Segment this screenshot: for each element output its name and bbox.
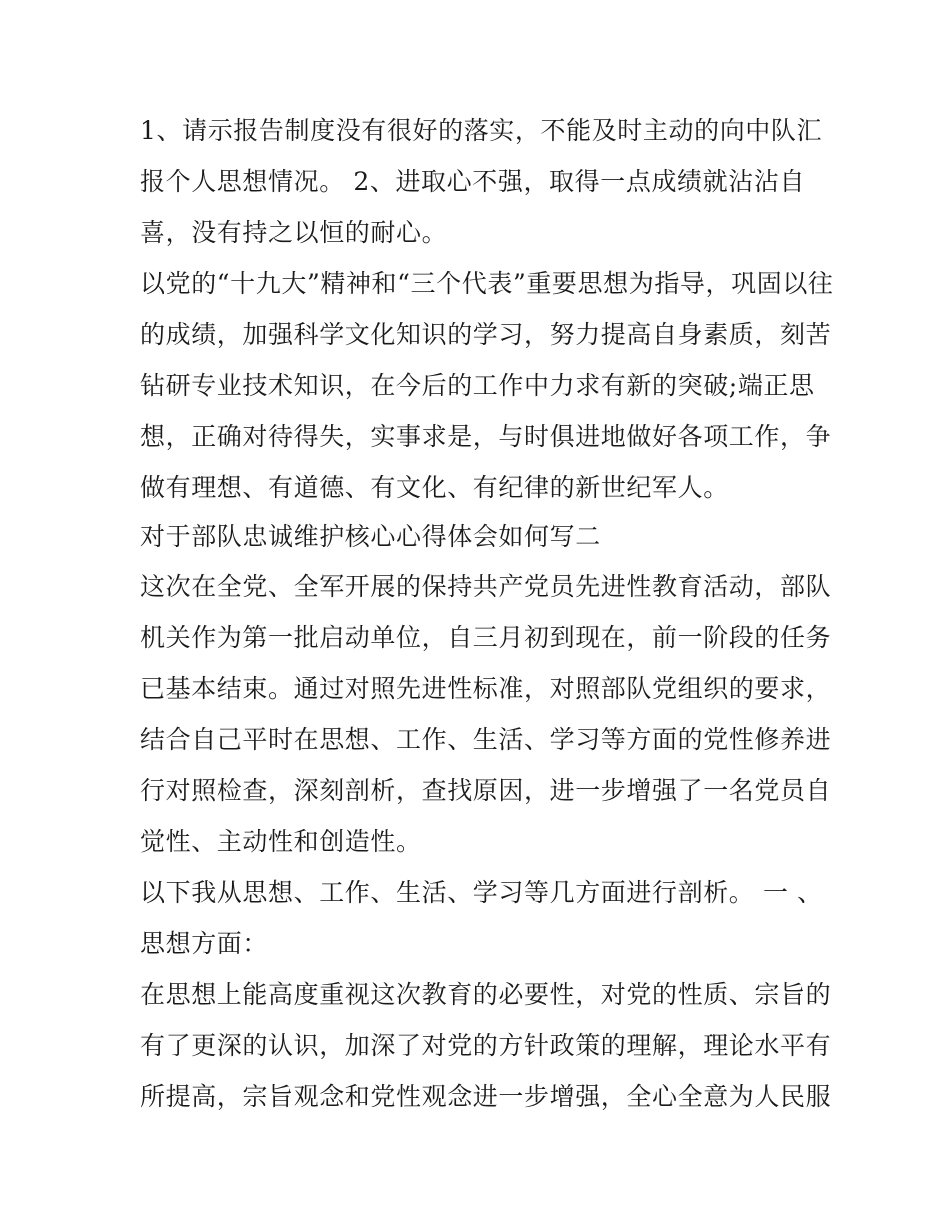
text-line: 机关作为第一批启动单位，自三月初到现在，前一阶段的任务 <box>140 623 832 652</box>
text-line: 喜，没有持之以恒的耐心。 <box>140 218 448 247</box>
text-line: 钻研专业技术知识，在今后的工作中力求有新的突破;端正思 <box>140 371 815 400</box>
text-line: 所提高，宗旨观念和党性观念进一步增强，全心全意为人民服 <box>140 1082 832 1111</box>
text-line: 行对照检查，深刻剖析，查找原因，进一步增强了一名党员自 <box>140 776 832 805</box>
section-heading: 对于部队忠诚维护核心心得体会如何写二 <box>140 522 601 551</box>
text-line: 想，正确对待得失，实事求是，与时俱进地做好各项工作，争 <box>140 422 832 451</box>
text-line: 这次在全党、全军开展的保持共产党员先进性教育活动，部队 <box>140 572 832 601</box>
text-line: 在思想上能高度重视这次教育的必要性，对党的性质、宗旨的 <box>140 980 832 1009</box>
text-line: 1、请示报告制度没有很好的落实，不能及时主动的向中队汇 <box>140 116 823 145</box>
text-line: 觉性、主动性和创造性。 <box>140 827 422 856</box>
text-line: 以党的“十九大”精神和“三个代表”重要思想为指导，巩固以往 <box>140 269 834 298</box>
text-line: 做有理想、有道德、有文化、有纪律的新世纪军人。 <box>140 473 729 502</box>
text-line: 思想方面： <box>140 929 269 958</box>
text-line: 以下我从思想、工作、生活、学习等几方面进行剖析。 一 、 <box>140 878 823 907</box>
text-line: 已基本结束。通过对照先进性标准，对照部队党组织的要求， <box>140 674 832 703</box>
text-line: 的成绩，加强科学文化知识的学习，努力提高自身素质，刻苦 <box>140 320 832 349</box>
text-line: 报个人思想情况。 2、进取心不强，取得一点成绩就沾沾自 <box>140 167 806 196</box>
text-line: 结合自己平时在思想、工作、生活、学习等方面的党性修养进 <box>140 725 832 754</box>
text-line: 有了更深的认识，加深了对党的方针政策的理解，理论水平有 <box>140 1031 832 1060</box>
